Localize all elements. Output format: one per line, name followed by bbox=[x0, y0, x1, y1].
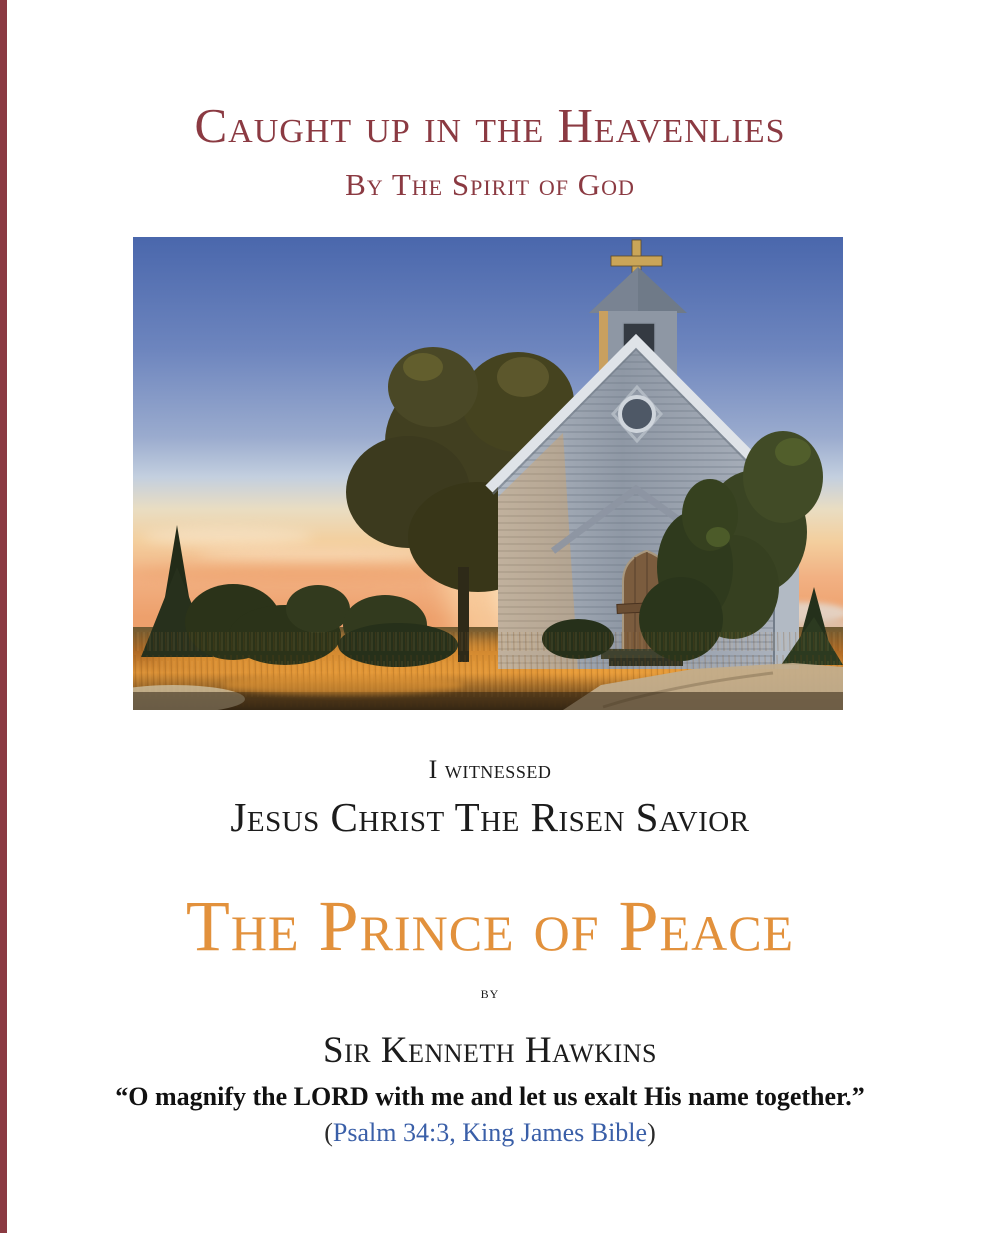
book-subtitle: By The Spirit of God bbox=[345, 167, 635, 202]
witnessed-line: I witnessed bbox=[428, 755, 552, 784]
church-sunset-photo bbox=[133, 237, 843, 710]
book-title: Caught up in the Heavenlies bbox=[194, 98, 786, 153]
author-name: Sir Kenneth Hawkins bbox=[323, 1030, 657, 1071]
scripture-quote: “O magnify the LORD with me and let us exalt His name together.” bbox=[115, 1082, 865, 1111]
spine-bar bbox=[0, 0, 7, 1233]
prince-of-peace-title: The Prince of Peace bbox=[185, 886, 795, 966]
risen-savior-line: Jesus Christ The Risen Savior bbox=[230, 794, 750, 840]
citation-reference: Psalm 34:3, King James Bible bbox=[332, 1118, 648, 1147]
by-label: by bbox=[480, 983, 500, 1002]
citation-close-paren: ) bbox=[647, 1118, 656, 1147]
scripture-citation bbox=[20, 1116, 960, 1150]
foreground bbox=[133, 632, 843, 710]
citation-open-paren: ( bbox=[324, 1118, 333, 1147]
church-sunset-illustration bbox=[133, 237, 843, 710]
